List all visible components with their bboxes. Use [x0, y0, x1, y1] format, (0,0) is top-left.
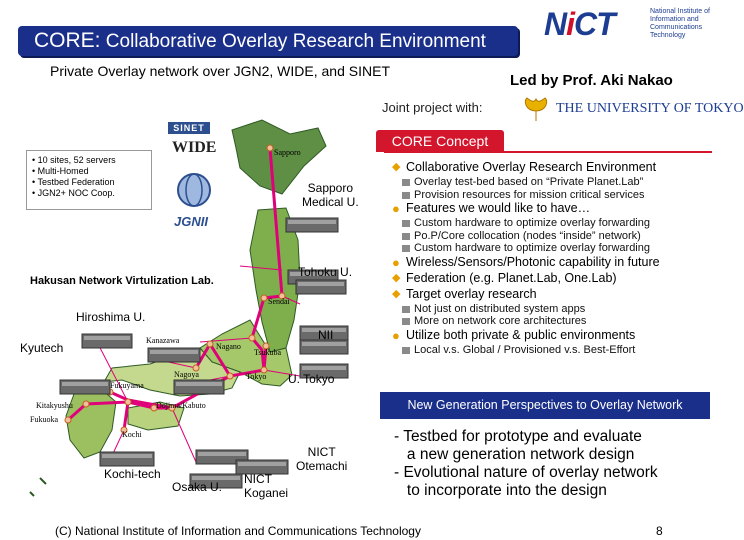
label-sapporo-node: Sapporo	[274, 148, 301, 157]
label-osaka: Osaka U.	[172, 480, 223, 494]
label-nagoya: Nagoya	[174, 370, 199, 379]
core-concept-divider	[384, 151, 712, 153]
label-sapporo-medical: Sapporo Medical U.	[302, 181, 359, 209]
info-line: • Testbed Federation	[32, 177, 115, 187]
jgn-logo	[172, 170, 216, 234]
core-concept-tab: CORE Concept	[376, 130, 504, 152]
label-tohoku: Tohoku U.	[298, 265, 353, 279]
info-line: • 10 sites, 52 servers	[32, 155, 116, 165]
label-nict-otemachi: NICT Otemachi	[296, 445, 348, 473]
bullet-diamond-icon: ◆	[392, 287, 401, 300]
concept-text: Custom hardware to optimize overlay forwarding	[414, 217, 650, 229]
bullet-square-icon	[402, 245, 410, 252]
concept-item	[392, 328, 718, 343]
concept-item	[392, 287, 718, 302]
concept-item	[392, 271, 718, 286]
label-nict-koganei: NICT Koganei	[244, 472, 289, 500]
label-kochi: Kochi	[122, 430, 142, 439]
label-fukuyama: Fukuyama	[110, 381, 144, 390]
concept-text: Local v.s. Global / Provisioned v.s. Best-Effort	[414, 343, 636, 356]
concept-subitem	[392, 242, 718, 255]
label-sendai: Sendai	[268, 297, 290, 306]
concept-text: Custom hardware to optimize overlay forwarding	[414, 242, 650, 254]
label-tokyo: Tokyo	[246, 372, 267, 381]
new-generation-perspectives-banner: New Generation Perspectives to Overlay Network	[380, 392, 710, 419]
concept-text: Utilize both private & public environments	[406, 327, 636, 342]
bullet-square-icon	[402, 233, 410, 240]
concept-text: Collaborative Overlay Research Environment	[406, 160, 657, 174]
page-number: 8	[656, 524, 663, 538]
university-of-tokyo-logo	[522, 95, 744, 123]
jgn-logo-text: JGNII	[174, 214, 208, 229]
bullet-square-icon	[402, 347, 410, 354]
concept-text: Po.P/Core collocation (nodes “inside” network)	[414, 229, 641, 242]
label-tsukuba: Tsukuba	[254, 348, 281, 357]
concept-subitem	[392, 303, 718, 316]
okinawa-islands	[30, 478, 46, 496]
nict-logo-word: NiCT	[544, 6, 615, 42]
concept-subitem	[392, 230, 718, 243]
footer-copyright: (C) National Institute of Information and Communications Technology	[55, 524, 421, 538]
label-kitakyushu: Kitakyushu	[36, 401, 73, 410]
bullet-square-icon	[402, 220, 410, 227]
bullet-square-icon	[402, 179, 410, 186]
label-kanazawa: Kanazawa	[146, 336, 180, 345]
concept-subitem	[392, 217, 718, 230]
bullet-diamond-icon: ◆	[392, 271, 401, 284]
concept-text: Federation (e.g. Planet.Lab, One.Lab)	[406, 270, 617, 285]
testbed-info-box	[26, 150, 152, 210]
bullet-square-icon	[402, 306, 410, 313]
bullet-dot-icon: ●	[392, 201, 400, 216]
concept-item	[392, 255, 718, 270]
bullet-dot-icon: ●	[392, 254, 400, 270]
concept-item	[392, 160, 718, 175]
concept-subitem	[392, 189, 718, 202]
title-core: CORE:	[34, 29, 101, 52]
concept-text: Not just on distributed system apps	[414, 302, 586, 315]
label-hakusan: Hakusan Network Virtulization Lab.	[30, 275, 214, 287]
concept-text: Provision resources for mission critical services	[414, 188, 645, 201]
concept-text: Overlay test-bed based on “Private Planet.Lab”	[414, 176, 644, 188]
bullet-square-icon	[402, 318, 410, 325]
goals-text: - Testbed for prototype and evaluate a new generation network design - Evolutional nature of overlay network to incorporate into the design	[394, 428, 658, 499]
bullet-square-icon	[402, 192, 410, 199]
kyushu-island	[66, 388, 116, 458]
concept-subitem	[392, 176, 718, 189]
info-line: • JGN2+ NOC Coop.	[32, 188, 115, 198]
label-fukuoka: Fukuoka	[30, 415, 58, 424]
bullet-diamond-icon: ◆	[392, 161, 401, 173]
slide-subtitle: Private Overlay network over JGN2, WIDE, and SINET	[50, 63, 390, 79]
info-line: • Multi-Homed	[32, 166, 89, 176]
concept-text: Features we would like to have…	[406, 201, 591, 215]
bullet-dot-icon: ●	[392, 327, 400, 343]
label-nii: NII	[318, 328, 334, 342]
label-dojima: Dojima/Kabuto	[156, 401, 206, 410]
label-kyutech: Kyutech	[20, 341, 64, 355]
nict-logo	[544, 6, 714, 40]
wide-logo: WIDE	[172, 139, 217, 156]
concept-text: More on network core architectures	[414, 315, 587, 327]
concept-subitem	[392, 344, 718, 357]
label-hiroshima: Hiroshima U.	[76, 310, 146, 324]
core-concept-list	[392, 160, 718, 356]
concept-subitem	[392, 315, 718, 328]
title-rest: Collaborative Overlay Research Environment	[100, 31, 486, 52]
slide-title-bar	[18, 26, 518, 56]
university-of-tokyo-name: THE UNIVERSITY OF TOKYO	[556, 101, 744, 116]
label-nagano: Nagano	[216, 342, 241, 351]
led-by-text: Led by Prof. Aki Nakao	[510, 72, 673, 89]
sinet-logo: SINET	[168, 122, 210, 134]
concept-text: Target overlay research	[406, 286, 537, 301]
joint-project-label: Joint project with:	[382, 100, 483, 115]
nict-logo-text: National Institute of Information and Communications Technology	[650, 8, 710, 39]
concept-text: Wireless/Sensors/Photonic capability in future	[406, 254, 660, 269]
concept-item	[392, 201, 718, 216]
label-kochi-tech: Kochi-tech	[104, 467, 161, 481]
label-u-tokyo: U. Tokyo	[288, 372, 335, 386]
ginkgo-leaf-icon	[522, 95, 550, 123]
